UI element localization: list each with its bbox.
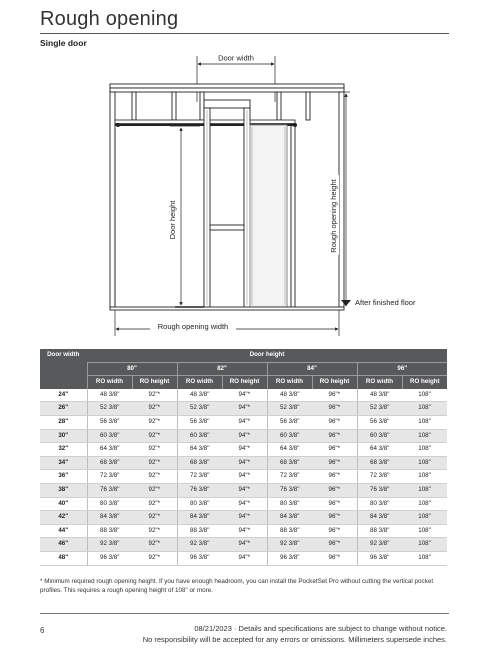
ro-height-cell: 94"* bbox=[222, 483, 267, 497]
ro-height-cell: 94"* bbox=[222, 497, 267, 511]
ro-width-cell: 56 3/8" bbox=[87, 415, 132, 429]
footnote: * Minimum required rough opening height. If you have enough headroom, you can install the PocketSet Pro without cutting the vertical pocket profiles. This requires a rough opening height of 108" or more. bbox=[40, 578, 434, 594]
door-width-cell: 42" bbox=[40, 511, 87, 525]
door-width-cell: 36" bbox=[40, 470, 87, 484]
ro-height-cell: 92"* bbox=[132, 402, 177, 416]
ro-height-header: RO height bbox=[132, 376, 177, 389]
ro-height-cell: 92"* bbox=[132, 497, 177, 511]
ro-height-cell: 94"* bbox=[222, 538, 267, 552]
table-row bbox=[40, 402, 447, 416]
ro-height-cell: 92"* bbox=[132, 524, 177, 538]
ro-width-cell: 48 3/8" bbox=[177, 389, 222, 402]
disclaimer-line-2: No responsibility will be accepted for any errors or omissions. Millimeters supersede inches. bbox=[142, 634, 447, 644]
ro-height-cell: 94"* bbox=[222, 551, 267, 565]
ro-width-cell: 84 3/8" bbox=[87, 511, 132, 525]
ro-width-cell: 48 3/8" bbox=[267, 389, 312, 402]
ro-width-cell: 52 3/8" bbox=[267, 402, 312, 416]
height-group-84: 84" bbox=[267, 362, 357, 376]
ro-width-cell: 88 3/8" bbox=[87, 524, 132, 538]
ro-height-cell: 92"* bbox=[132, 429, 177, 443]
ro-height-cell: 92"* bbox=[132, 470, 177, 484]
rough-opening-width-label: Rough opening width bbox=[157, 322, 229, 331]
ro-width-cell: 96 3/8" bbox=[267, 551, 312, 565]
ro-width-cell: 52 3/8" bbox=[87, 402, 132, 416]
ro-height-cell: 96"* bbox=[312, 497, 357, 511]
ro-height-cell: 108" bbox=[402, 511, 447, 525]
ro-width-cell: 64 3/8" bbox=[177, 443, 222, 457]
ro-width-cell: 52 3/8" bbox=[177, 402, 222, 416]
ro-width-cell: 48 3/8" bbox=[87, 389, 132, 402]
ro-height-cell: 94"* bbox=[222, 511, 267, 525]
ro-height-cell: 96"* bbox=[312, 551, 357, 565]
ro-width-cell: 64 3/8" bbox=[357, 443, 402, 457]
ro-height-cell: 92"* bbox=[132, 443, 177, 457]
door-height-header: Door height bbox=[87, 349, 447, 362]
ro-width-cell: 68 3/8" bbox=[267, 456, 312, 470]
table-row bbox=[40, 415, 447, 429]
ro-width-cell: 56 3/8" bbox=[267, 415, 312, 429]
ro-height-cell: 108" bbox=[402, 443, 447, 457]
door-width-cell: 26" bbox=[40, 402, 87, 416]
ro-height-cell: 108" bbox=[402, 402, 447, 416]
ro-height-cell: 96"* bbox=[312, 429, 357, 443]
ro-width-header: RO width bbox=[177, 376, 222, 389]
ro-height-cell: 92"* bbox=[132, 551, 177, 565]
ro-width-cell: 72 3/8" bbox=[177, 470, 222, 484]
ro-width-cell: 80 3/8" bbox=[267, 497, 312, 511]
door-width-cell: 28" bbox=[40, 415, 87, 429]
pocket-frame bbox=[204, 100, 287, 307]
table-row bbox=[40, 470, 447, 484]
ro-width-cell: 72 3/8" bbox=[267, 470, 312, 484]
ro-height-cell: 96"* bbox=[312, 511, 357, 525]
ro-width-cell: 76 3/8" bbox=[177, 483, 222, 497]
wall-framing bbox=[110, 84, 344, 307]
ro-height-cell: 108" bbox=[402, 429, 447, 443]
ro-width-cell: 60 3/8" bbox=[267, 429, 312, 443]
ro-width-cell: 76 3/8" bbox=[267, 483, 312, 497]
ro-width-cell: 76 3/8" bbox=[87, 483, 132, 497]
ro-height-cell: 92"* bbox=[132, 456, 177, 470]
ro-height-cell: 96"* bbox=[312, 483, 357, 497]
ro-width-header: RO width bbox=[87, 376, 132, 389]
page-number: 6 bbox=[40, 626, 45, 635]
ro-height-cell: 96"* bbox=[312, 456, 357, 470]
door-width-cell: 48" bbox=[40, 551, 87, 565]
ro-height-cell: 92"* bbox=[132, 538, 177, 552]
ro-height-cell: 108" bbox=[402, 456, 447, 470]
door-width-cell: 44" bbox=[40, 524, 87, 538]
ro-width-cell: 64 3/8" bbox=[267, 443, 312, 457]
ro-height-cell: 92"* bbox=[132, 389, 177, 402]
table-row bbox=[40, 429, 447, 443]
ro-height-cell: 108" bbox=[402, 415, 447, 429]
ro-height-cell: 96"* bbox=[312, 389, 357, 402]
table-row bbox=[40, 524, 447, 538]
table-row bbox=[40, 538, 447, 552]
door-width-cell: 30" bbox=[40, 429, 87, 443]
table-row bbox=[40, 456, 447, 470]
door-width-label: Door width bbox=[218, 53, 254, 63]
ro-width-cell: 96 3/8" bbox=[177, 551, 222, 565]
ro-width-cell: 96 3/8" bbox=[87, 551, 132, 565]
ro-width-cell: 92 3/8" bbox=[357, 538, 402, 552]
ro-height-cell: 94"* bbox=[222, 470, 267, 484]
ro-height-cell: 94"* bbox=[222, 415, 267, 429]
ro-width-cell: 60 3/8" bbox=[177, 429, 222, 443]
ro-width-header: RO width bbox=[267, 376, 312, 389]
height-group-80: 80" bbox=[87, 362, 177, 376]
ro-width-cell: 84 3/8" bbox=[177, 511, 222, 525]
table-row bbox=[40, 511, 447, 525]
door-width-cell: 46" bbox=[40, 538, 87, 552]
table-row bbox=[40, 497, 447, 511]
rough-opening-table bbox=[40, 349, 447, 566]
rough-opening-height-label: Rough opening height bbox=[329, 179, 338, 253]
ro-height-cell: 108" bbox=[402, 483, 447, 497]
footer-divider bbox=[40, 613, 449, 614]
ro-height-cell: 108" bbox=[402, 551, 447, 565]
ro-width-cell: 68 3/8" bbox=[87, 456, 132, 470]
ro-width-cell: 88 3/8" bbox=[357, 524, 402, 538]
ro-height-cell: 94"* bbox=[222, 402, 267, 416]
door-width-cell: 24" bbox=[40, 389, 87, 402]
ro-width-cell: 60 3/8" bbox=[87, 429, 132, 443]
ro-height-cell: 94"* bbox=[222, 456, 267, 470]
ro-height-cell: 94"* bbox=[222, 443, 267, 457]
ro-width-cell: 80 3/8" bbox=[357, 497, 402, 511]
ro-height-header: RO height bbox=[312, 376, 357, 389]
ro-height-cell: 94"* bbox=[222, 389, 267, 402]
door-width-cell: 32" bbox=[40, 443, 87, 457]
ro-height-cell: 94"* bbox=[222, 524, 267, 538]
ro-width-cell: 92 3/8" bbox=[267, 538, 312, 552]
disclaimer bbox=[143, 624, 447, 645]
door-height-label: Door height bbox=[168, 200, 177, 240]
ro-width-cell: 76 3/8" bbox=[357, 483, 402, 497]
height-group-96: 96" bbox=[357, 362, 447, 376]
ro-width-cell: 88 3/8" bbox=[267, 524, 312, 538]
ro-height-cell: 108" bbox=[402, 470, 447, 484]
ro-width-cell: 52 3/8" bbox=[357, 402, 402, 416]
ro-height-cell: 92"* bbox=[132, 483, 177, 497]
ro-height-cell: 96"* bbox=[312, 538, 357, 552]
ro-width-cell: 88 3/8" bbox=[177, 524, 222, 538]
ro-height-cell: 96"* bbox=[312, 470, 357, 484]
ro-width-cell: 56 3/8" bbox=[177, 415, 222, 429]
ro-width-cell: 68 3/8" bbox=[357, 456, 402, 470]
disclaimer-line-1: 08/21/2023 · Details and specifications are subject to change without notice. bbox=[194, 624, 447, 633]
floor-line bbox=[110, 307, 344, 310]
table-row bbox=[40, 483, 447, 497]
ro-width-cell: 96 3/8" bbox=[357, 551, 402, 565]
table-row bbox=[40, 389, 447, 402]
ro-width-cell: 48 3/8" bbox=[357, 389, 402, 402]
page-title: Rough opening bbox=[40, 8, 179, 30]
ro-height-cell: 96"* bbox=[312, 443, 357, 457]
rough-opening-height-dimension bbox=[344, 92, 350, 306]
ro-height-cell: 108" bbox=[402, 497, 447, 511]
height-group-82: 82" bbox=[177, 362, 267, 376]
door-width-cell: 34" bbox=[40, 456, 87, 470]
ro-height-cell: 92"* bbox=[132, 415, 177, 429]
ro-height-cell: 96"* bbox=[312, 524, 357, 538]
ro-width-cell: 72 3/8" bbox=[87, 470, 132, 484]
table-row bbox=[40, 443, 447, 457]
door-width-cell: 40" bbox=[40, 497, 87, 511]
ro-width-cell: 84 3/8" bbox=[267, 511, 312, 525]
ro-height-header: RO height bbox=[402, 376, 447, 389]
ro-width-cell: 56 3/8" bbox=[357, 415, 402, 429]
ro-height-cell: 94"* bbox=[222, 429, 267, 443]
ro-width-cell: 80 3/8" bbox=[87, 497, 132, 511]
ro-width-header: RO width bbox=[357, 376, 402, 389]
ro-width-cell: 92 3/8" bbox=[87, 538, 132, 552]
door-width-cell: 38" bbox=[40, 483, 87, 497]
ro-width-cell: 64 3/8" bbox=[87, 443, 132, 457]
after-finished-floor-label: After finished floor bbox=[355, 298, 416, 307]
ro-width-cell: 80 3/8" bbox=[177, 497, 222, 511]
ro-width-cell: 84 3/8" bbox=[357, 511, 402, 525]
ro-height-cell: 108" bbox=[402, 389, 447, 402]
ro-width-cell: 72 3/8" bbox=[357, 470, 402, 484]
ro-height-cell: 92"* bbox=[132, 511, 177, 525]
section-subtitle: Single door bbox=[40, 38, 87, 48]
door-width-header: Door width bbox=[40, 349, 87, 389]
table-body bbox=[40, 389, 447, 565]
ro-width-cell: 68 3/8" bbox=[177, 456, 222, 470]
ro-height-cell: 108" bbox=[402, 538, 447, 552]
ro-height-cell: 96"* bbox=[312, 415, 357, 429]
ro-width-cell: 60 3/8" bbox=[357, 429, 402, 443]
table-row bbox=[40, 551, 447, 565]
ro-height-header: RO height bbox=[222, 376, 267, 389]
ro-width-cell: 92 3/8" bbox=[177, 538, 222, 552]
ro-height-cell: 96"* bbox=[312, 402, 357, 416]
ro-height-cell: 108" bbox=[402, 524, 447, 538]
